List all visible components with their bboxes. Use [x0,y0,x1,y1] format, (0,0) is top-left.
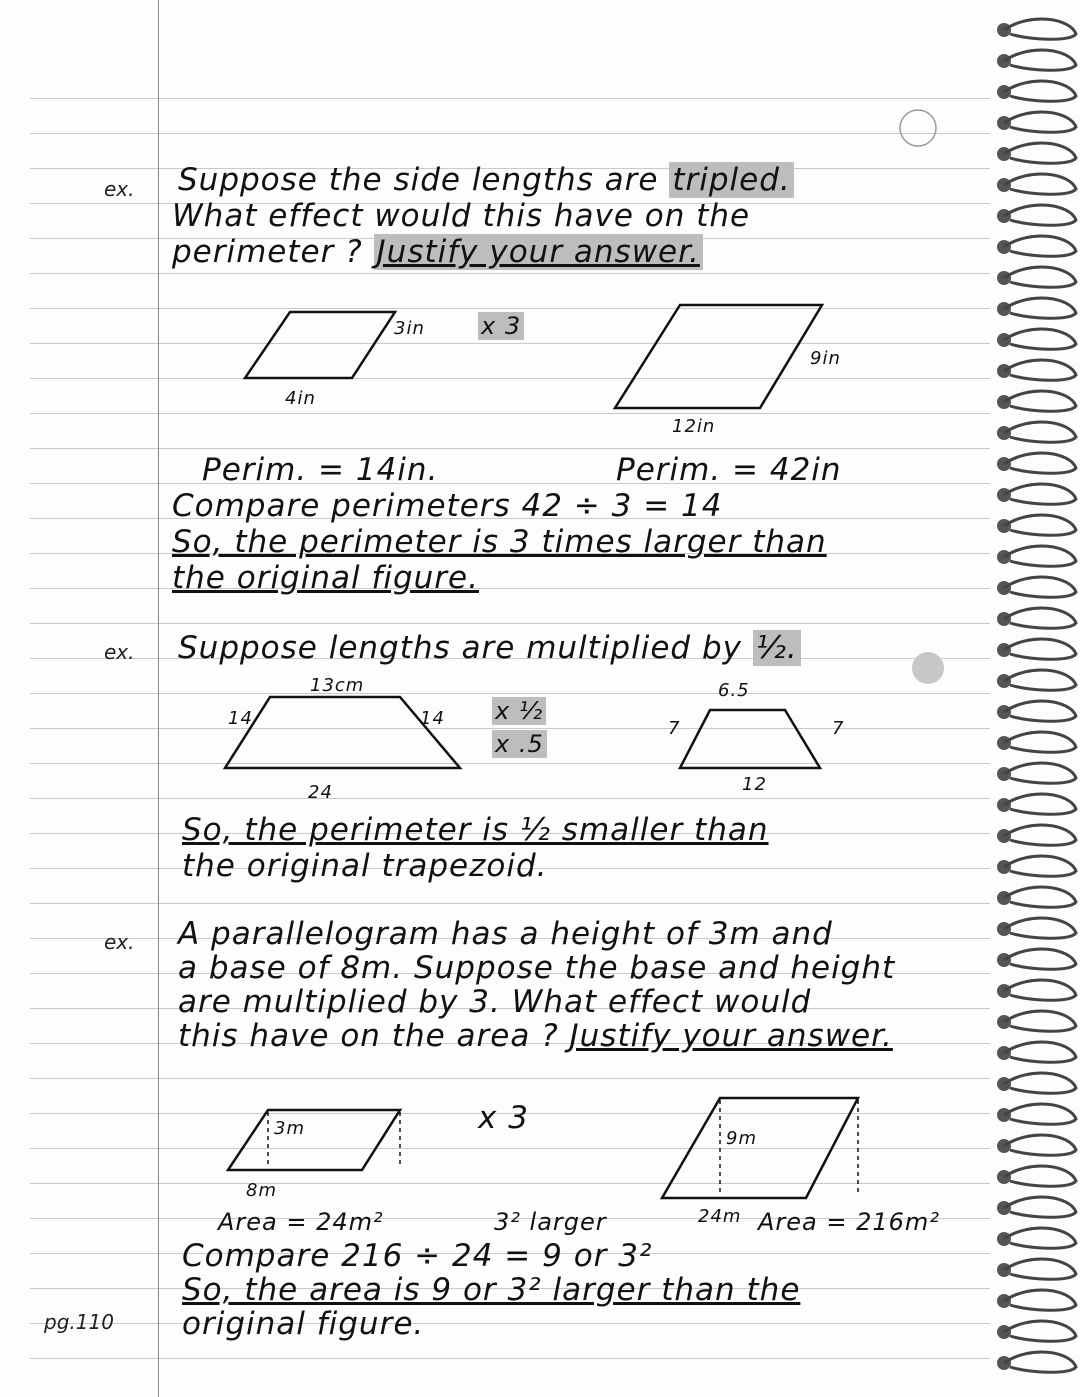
ex2-bottom-label-small: 12 [742,774,767,795]
ex3-base-label-small: 8m [246,1180,277,1201]
ex3-area-new: Area = 216m² [758,1208,940,1236]
ex1-compare: Compare perimeters 42 ÷ 3 = 14 [172,488,723,524]
ex2-right-label-large: 14 [420,708,445,729]
ex1-base-label-large: 12in [672,416,716,437]
ex2-line1-highlight: ½. [753,630,801,666]
ex2-multiplier-decimal: x .5 [492,730,547,758]
ex1-conclusion-1: So, the perimeter is 3 times larger than [172,524,827,560]
ex1-perimeter-new: Perim. = 42in [616,452,842,488]
margin-label-ex3: ex. [104,930,135,954]
ex3-base-label-large: 24m [698,1206,742,1227]
ex3-large-parallelogram [662,1098,858,1198]
ex3-compare: Compare 216 ÷ 24 = 9 or 3² [182,1238,653,1274]
ex3-line4 [178,1018,893,1054]
ex3-conclusion-1: So, the area is 9 or 3² larger than the [182,1272,801,1308]
margin-label-ex1: ex. [104,177,135,201]
ex1-conclusion-2: the original figure. [172,560,479,596]
ex3-line4-justify: Justify your answer. [569,1018,893,1054]
ex1-large-parallelogram [615,305,822,408]
ex1-side-label-small: 3in [394,318,425,339]
ex1-line1-highlight: tripled. [669,162,793,198]
ex3-line4-text: this have on the area ? [178,1018,559,1054]
ex1-perimeter-original: Perim. = 14in. [202,452,439,488]
ex2-bottom-label-large: 24 [308,782,333,803]
ex2-conclusion-2: the original trapezoid. [182,848,548,884]
ex1-small-parallelogram [245,312,395,378]
ex3-height-label-small: 3m [274,1118,305,1139]
ex1-base-label-small: 4in [285,388,316,409]
ex3-line2: a base of 8m. Suppose the base and height [178,950,896,986]
smudge-icon [912,652,944,684]
page-number: pg.110 [44,1310,114,1334]
ex3-small-parallelogram [228,1110,400,1170]
ex2-top-label-large: 13cm [310,675,365,696]
ex2-top-label-small: 6.5 [718,680,750,701]
ex2-left-label-small: 7 [668,718,681,739]
ex2-small-trapezoid [680,710,820,768]
ex3-multiplier: x 3 [478,1100,529,1136]
ex1-side-label-large: 9in [810,348,841,369]
ex1-line3-highlight: Justify your answer. [374,234,703,270]
ex3-conclusion-2: original figure. [182,1306,425,1342]
ex1-line1-text: Suppose the side lengths are [178,162,659,198]
ex2-line1-text: Suppose lengths are multiplied by [178,630,742,666]
ex1-multiplier: x 3 [478,312,524,340]
ex1-line3-text: perimeter ? [172,234,363,270]
ex3-line3: are multiplied by 3. What effect would [178,984,812,1020]
ex3-area-original: Area = 24m² [218,1208,384,1236]
ex2-conclusion-1: So, the perimeter is ½ smaller than [182,812,769,848]
ex3-height-label-large: 9m [726,1128,757,1149]
ex2-left-label-large: 14 [228,708,253,729]
ex3-factor: 3² larger [494,1208,607,1236]
ex1-line2: What effect would this have on the [172,198,751,234]
margin-label-ex2: ex. [104,640,135,664]
ex2-multiplier-fraction: x ½ [492,697,546,725]
ex3-line1: A parallelogram has a height of 3m and [178,916,833,952]
ex2-right-label-small: 7 [832,718,845,739]
ex2-line1 [178,630,801,666]
page-mark-icon [900,110,936,146]
